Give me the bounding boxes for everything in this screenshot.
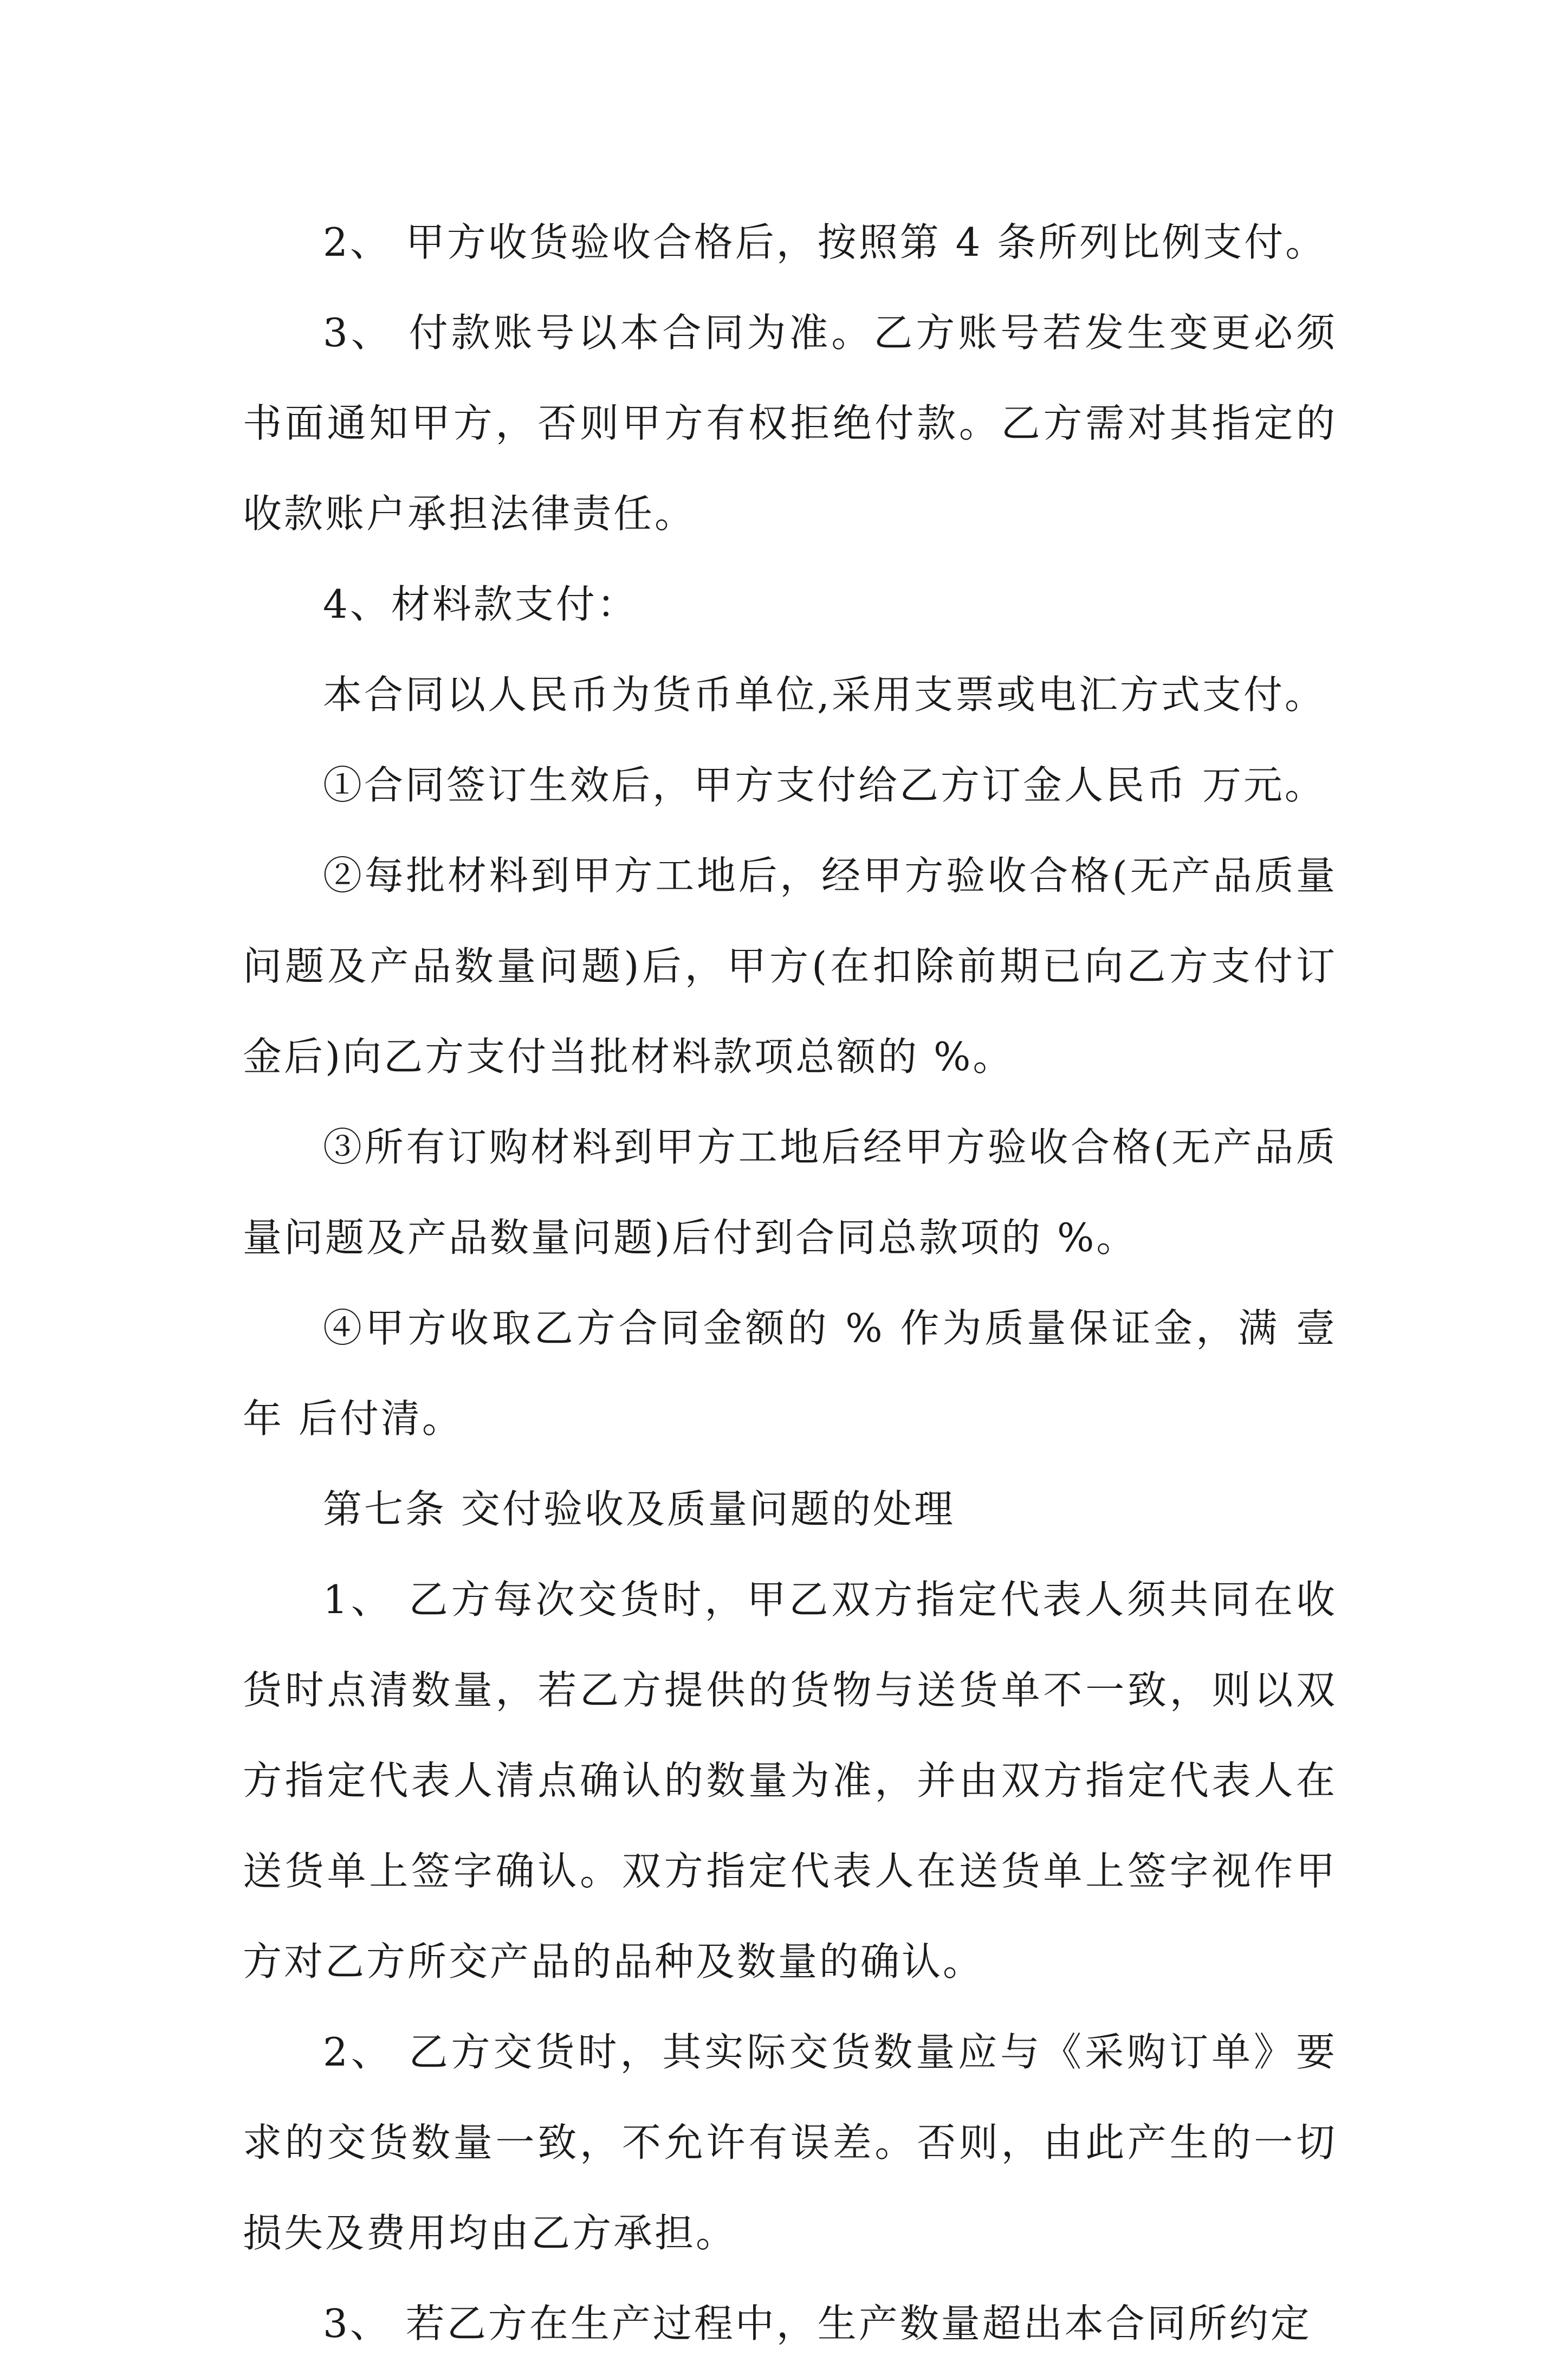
clause-payment-4-item-2: ②每批材料到甲方工地后，经甲方验收合格(无产品质量问题及产品数量问题)后，甲方(在扣除前期已向乙方支付订金后)向乙方支付当批材料款项总额的 %。 xyxy=(243,853,1337,1079)
clause-payment-4-item-3: ③所有订购材料到甲方工地后经甲方验收合格(无产品质量问题及产品数量问题)后付到合同总款项的 %。 xyxy=(243,1124,1337,1260)
clause-payment-4-intro: 本合同以人民币为货币单位,采用支票或电汇方式支付。 xyxy=(323,672,1326,717)
clause-payment-4-item-4: ④甲方收取乙方合同金额的 % 作为质量保证金，满 壹 年 后付清。 xyxy=(243,1305,1337,1441)
article-7-clause-2: 2、 乙方交货时，其实际交货数量应与《采购订单》要求的交货数量一致，不允许有误差。否则，由此产生的一切损失及费用均由乙方承担。 xyxy=(243,2029,1337,2256)
clause-payment-3: 3、 付款账号以本合同为准。乙方账号若发生变更必须书面通知甲方，否则甲方有权拒绝付款。乙方需对其指定的收款账户承担法律责任。 xyxy=(243,310,1337,536)
article-7-clause-1: 1、 乙方每次交货时，甲乙双方指定代表人须共同在收货时点清数量，若乙方提供的货物与送货单不一致，则以双方指定代表人清点确认的数量为准，并由双方指定代表人在送货单上签字确认。双方指定代表人在送货单上签字视作甲方对乙方所交产品的品种及数量的确认。 xyxy=(243,1577,1337,1984)
clause-payment-4-item-1: ①合同签订生效后，甲方支付给乙方订金人民币 万元。 xyxy=(323,762,1326,808)
article-7-heading: 第七条 交付验收及质量问题的处理 xyxy=(323,1486,955,1532)
clause-payment-4-heading: 4、材料款支付： xyxy=(323,581,638,627)
article-7-clause-3: 3、 若乙方在生产过程中，生产数量超出本合同所约定 xyxy=(323,2301,1312,2346)
clause-payment-2: 2、 甲方收货验收合格后，按照第 4 条所列比例支付。 xyxy=(323,219,1327,265)
document-body xyxy=(243,197,1337,2369)
